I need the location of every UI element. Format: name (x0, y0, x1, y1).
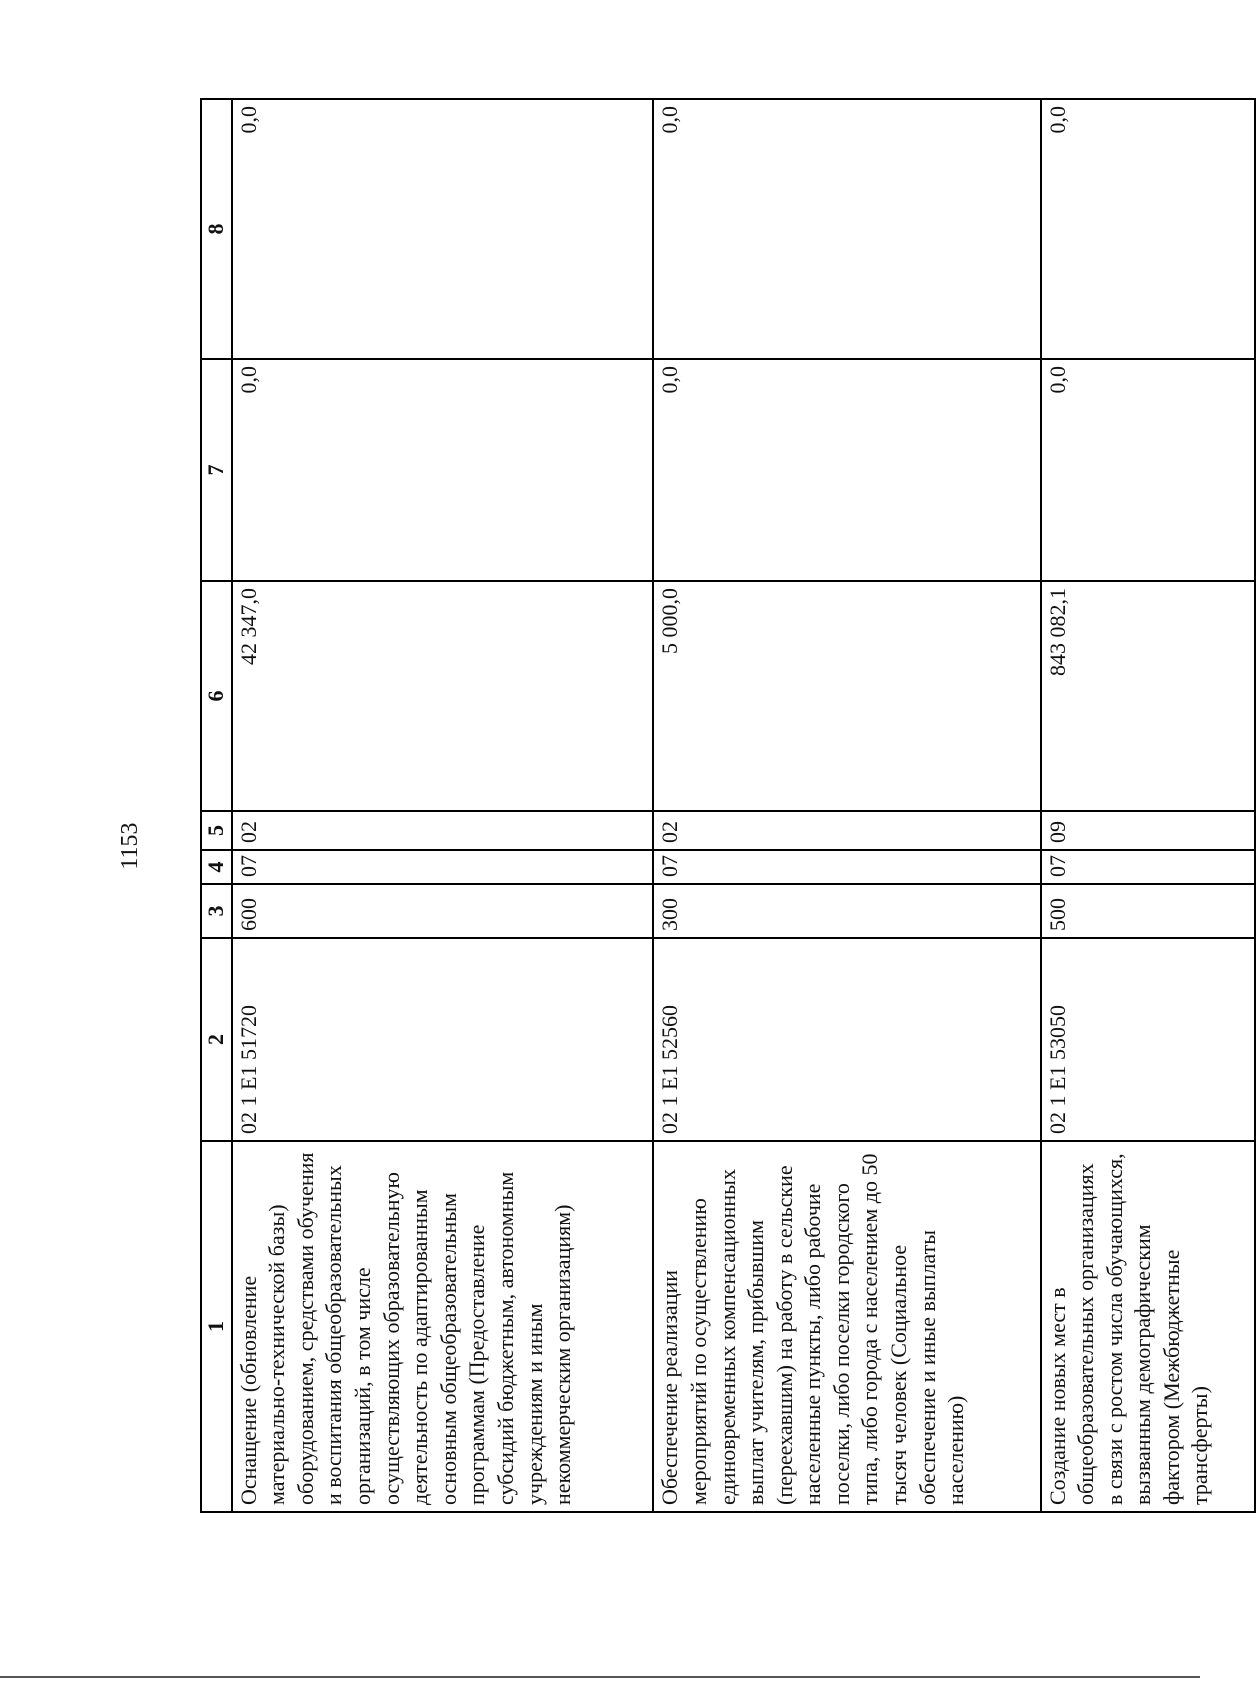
row-code: 02 1 E1 51720 (232, 938, 654, 1141)
budget-table (200, 98, 1256, 1513)
header-col-1: 1 (201, 1141, 232, 1512)
row-col8: 0,0 (653, 99, 1040, 359)
row-code: 02 1 E1 52560 (653, 938, 1040, 1141)
table-container (200, 100, 1256, 1513)
header-col-6: 6 (201, 581, 232, 811)
header-col-5: 5 (201, 811, 232, 850)
row-col3: 300 (653, 884, 1040, 938)
header-row (201, 99, 232, 1512)
row-col4: 07 (1041, 850, 1256, 884)
row-col5: 02 (653, 811, 1040, 850)
row-col8: 0,0 (232, 99, 654, 359)
row-col6: 5 000,0 (653, 581, 1040, 811)
row-description: Создание новых мест в общеобразовательных организациях в связи с ростом числа обучающихся, вызванным демографическим фактором (Межбюджетные трансферты) (1041, 1141, 1256, 1512)
row-col8: 0,0 (1041, 99, 1256, 359)
row-col5: 02 (232, 811, 654, 850)
row-col6: 843 082,1 (1041, 581, 1256, 811)
header-col-4: 4 (201, 850, 232, 884)
row-col6: 42 347,0 (232, 581, 654, 811)
row-col7: 0,0 (232, 359, 654, 581)
row-code: 02 1 E1 53050 (1041, 938, 1256, 1141)
header-col-8: 8 (201, 99, 232, 359)
row-col4: 07 (653, 850, 1040, 884)
row-description: Оснащение (обновление материально-технической базы) оборудованием, средствами обучения и воспитания общеобразовательных организаций, в том числе осуществляющих образовательную деятельность по адаптированным основным общеобразовательным программам (Предоставление субсидий бюджетным, автономным учреждениям и иным некоммерческим организациям) (232, 1141, 654, 1512)
row-col7: 0,0 (1041, 359, 1256, 581)
header-col-3: 3 (201, 884, 232, 938)
table-row (653, 99, 1040, 1512)
table-row (1041, 99, 1256, 1512)
row-col3: 600 (232, 884, 654, 938)
header-col-2: 2 (201, 938, 232, 1141)
header-col-7: 7 (201, 359, 232, 581)
page-number: 1153 (117, 822, 143, 870)
row-description: Обеспечение реализации мероприятий по осуществлению единовременных компенсационных выплат учителям, прибывшим (переехавшим) на работу в сельские населенные пункты, либо рабочие поселки, либо поселки городского типа, либо города с населением до 50 тысяч человек (Социальное обеспечение и иные выплаты населению) (653, 1141, 1040, 1512)
page-bottom-edge (0, 1676, 1200, 1678)
row-col7: 0,0 (653, 359, 1040, 581)
row-col4: 07 (232, 850, 654, 884)
row-col3: 500 (1041, 884, 1256, 938)
row-col5: 09 (1041, 811, 1256, 850)
table-row (232, 99, 654, 1512)
